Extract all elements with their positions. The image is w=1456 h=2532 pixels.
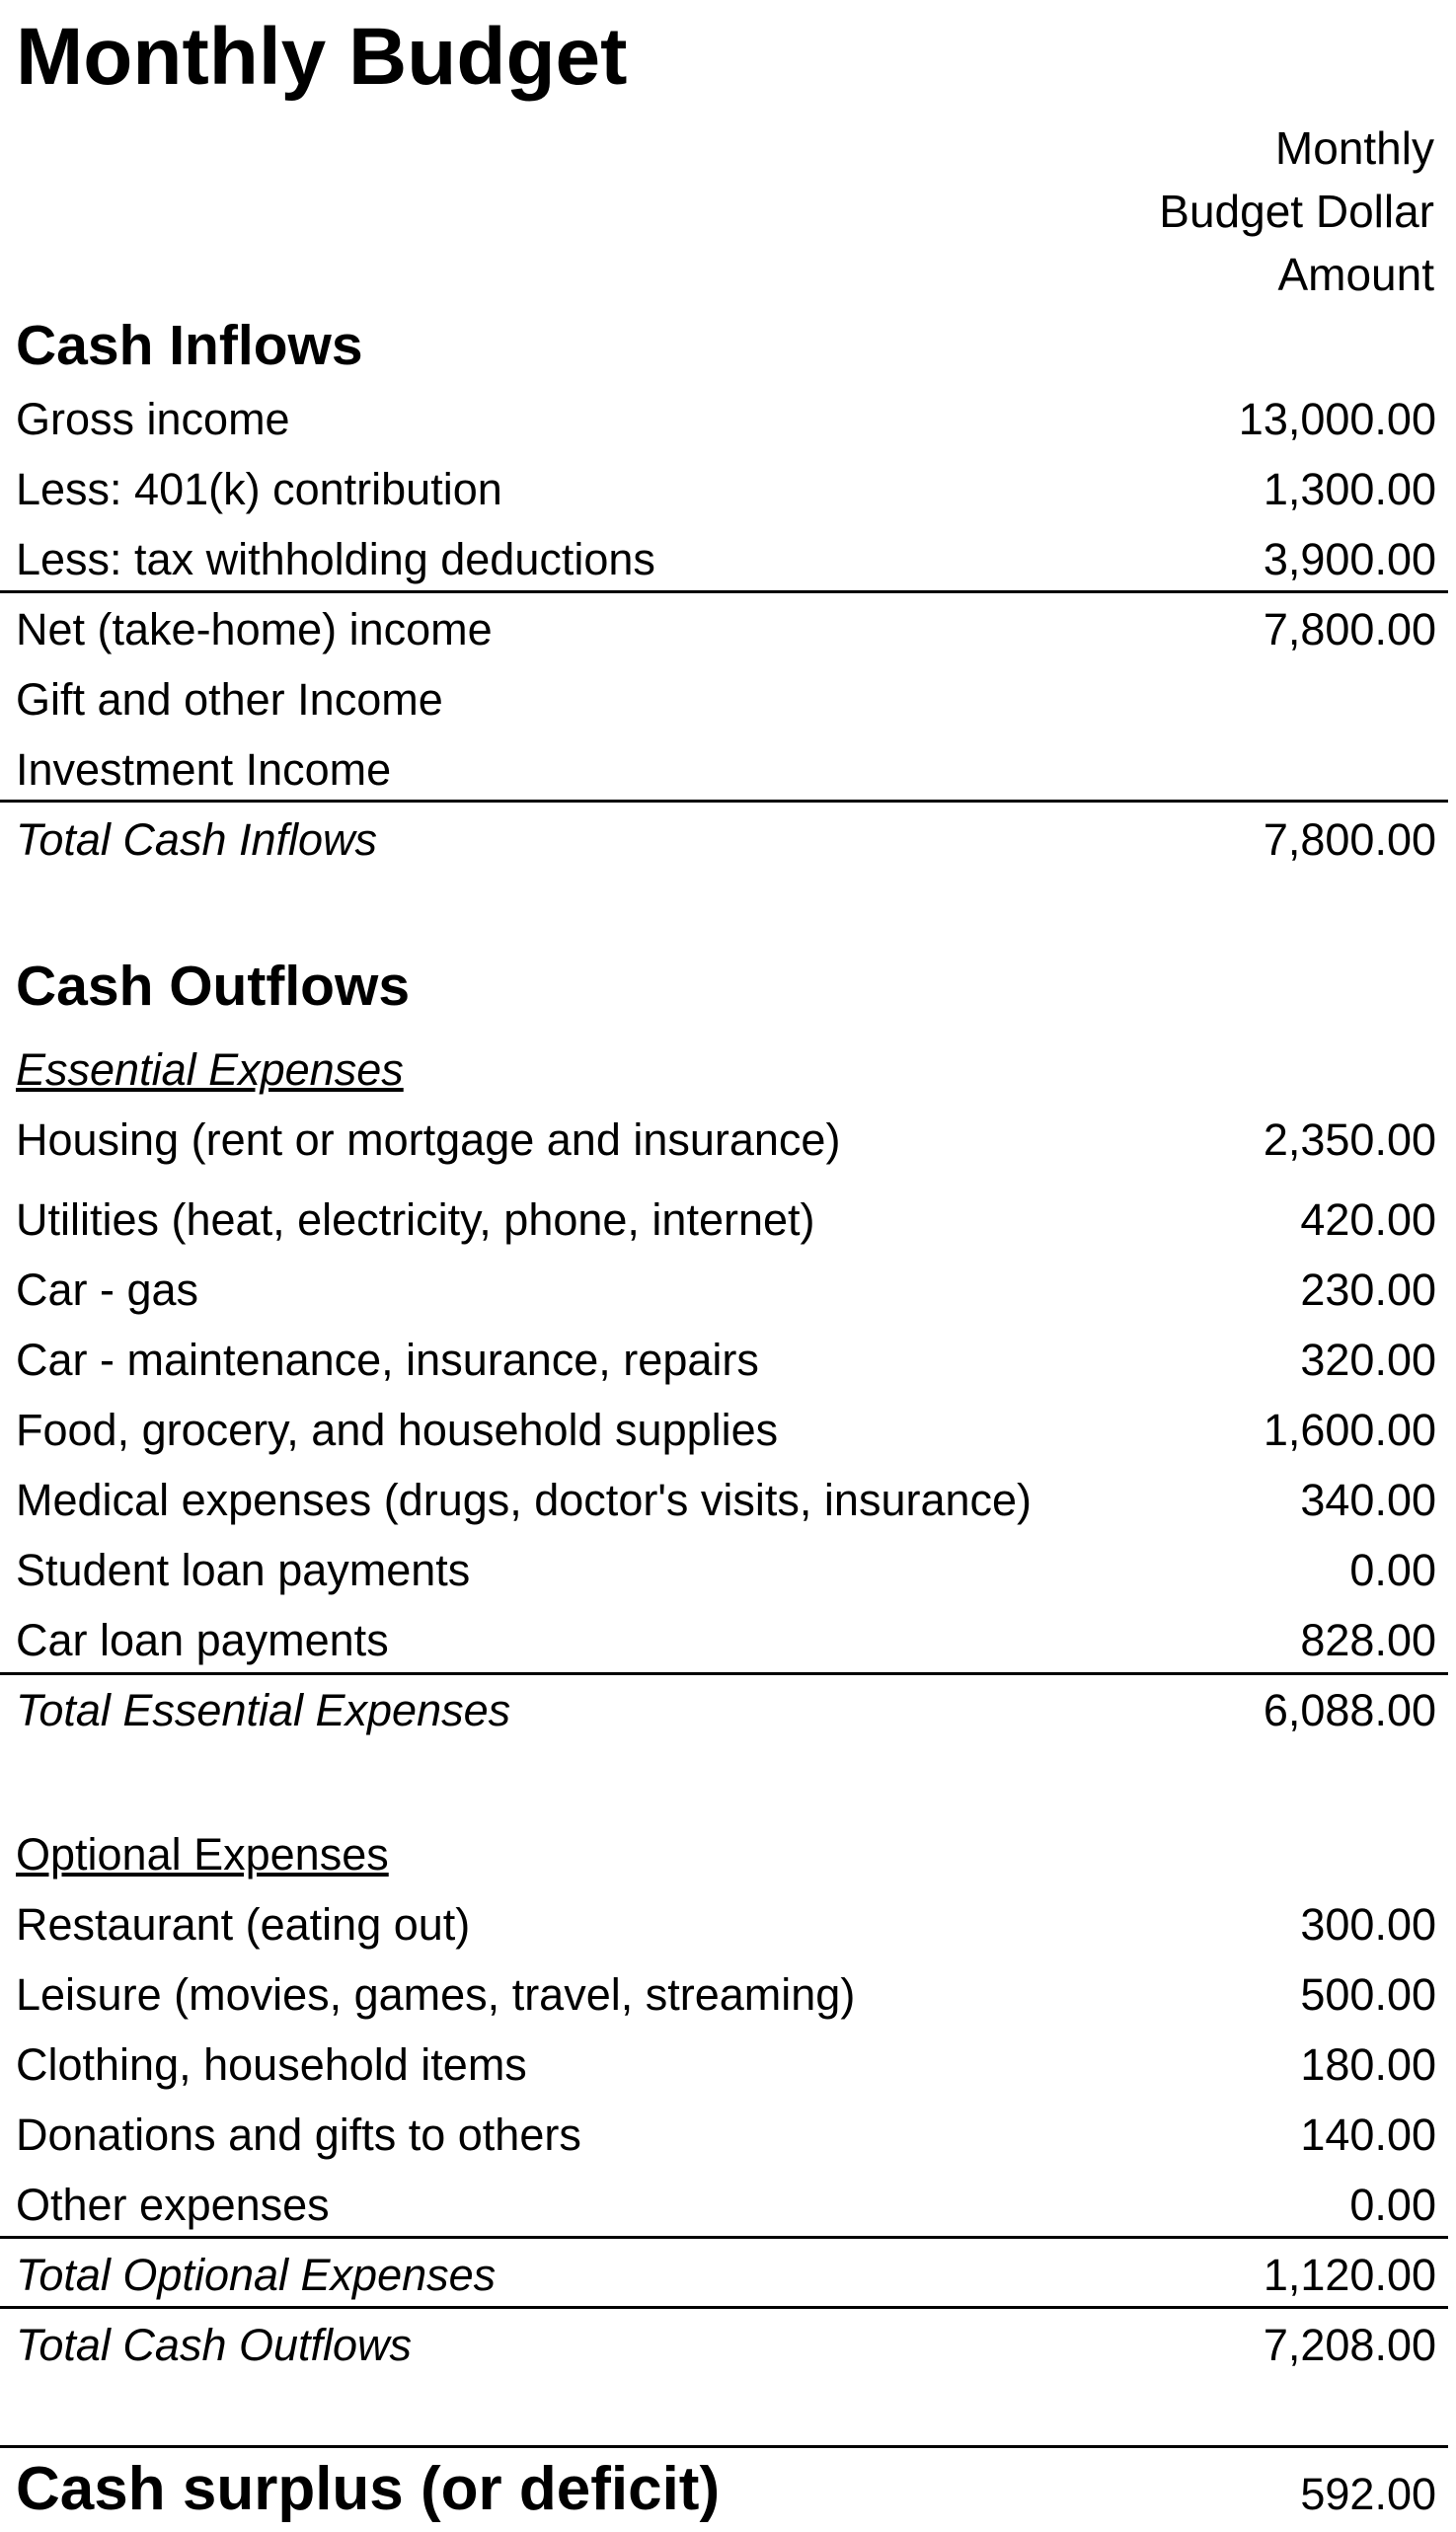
table-row — [16, 2036, 1436, 2094]
row-label: Donations and gifts to others — [16, 2110, 581, 2160]
row-value: 180.00 — [1300, 2039, 1436, 2090]
total-essential-expenses-value: 6,088.00 — [1263, 1685, 1436, 1735]
total-cash-inflows-value: 7,800.00 — [1263, 814, 1436, 865]
table-row — [16, 461, 1436, 518]
total-optional-expenses-value: 1,120.00 — [1263, 2250, 1436, 2300]
row-label: Less: tax withholding deductions — [16, 534, 655, 584]
table-row — [16, 1896, 1436, 1954]
surplus-row — [16, 2452, 1436, 2532]
divider — [0, 2306, 1448, 2309]
row-label: Car loan payments — [16, 1615, 389, 1665]
row-value: 1,300.00 — [1263, 464, 1436, 514]
total-row — [16, 1682, 1436, 1739]
row-value: 420.00 — [1300, 1194, 1436, 1245]
divider — [0, 2236, 1448, 2239]
table-row — [16, 1332, 1436, 1389]
row-label: Student loan payments — [16, 1545, 471, 1595]
row-label: Car - gas — [16, 1265, 199, 1315]
row-value: 828.00 — [1300, 1615, 1436, 1665]
row-value: 2,350.00 — [1263, 1114, 1436, 1165]
row-label: Utilities (heat, electricity, phone, internet) — [16, 1194, 815, 1245]
row-value: 3,900.00 — [1263, 534, 1436, 584]
total-cash-inflows-label: Total Cash Inflows — [16, 814, 378, 865]
cash-inflows-heading: Cash Inflows — [16, 314, 363, 377]
total-row — [16, 2317, 1436, 2374]
row-label: Clothing, household items — [16, 2039, 527, 2090]
table-row — [16, 1262, 1436, 1319]
total-row — [16, 811, 1436, 869]
total-essential-expenses-label: Total Essential Expenses — [16, 1685, 511, 1735]
amount-column-header — [1079, 116, 1434, 306]
divider — [0, 800, 1448, 803]
table-row — [16, 1191, 1436, 1249]
row-value: 1,600.00 — [1263, 1405, 1436, 1455]
table-row — [16, 1402, 1436, 1459]
row-value: 0.00 — [1349, 2180, 1436, 2230]
row-value: 300.00 — [1300, 1899, 1436, 1950]
cash-outflows-heading: Cash Outflows — [16, 955, 411, 1018]
cash-surplus-label: Cash surplus (or deficit) — [16, 2455, 721, 2523]
table-row — [16, 391, 1436, 448]
table-row — [16, 741, 1436, 799]
table-row — [16, 531, 1436, 588]
table-row — [16, 1612, 1436, 1669]
cash-surplus-value: 592.00 — [1300, 2469, 1436, 2519]
column-header-line-3: Amount — [1277, 249, 1434, 300]
row-value: 13,000.00 — [1238, 394, 1436, 444]
total-cash-outflows-label: Total Cash Outflows — [16, 2320, 413, 2370]
row-value: 340.00 — [1300, 1475, 1436, 1525]
row-value: 140.00 — [1300, 2110, 1436, 2160]
divider — [0, 1672, 1448, 1675]
row-value: 500.00 — [1300, 1969, 1436, 2020]
table-row — [16, 2107, 1436, 2164]
essential-expenses-heading: Essential Expenses — [16, 1044, 404, 1095]
row-label: Car - maintenance, insurance, repairs — [16, 1335, 759, 1385]
row-label: Gift and other Income — [16, 674, 443, 725]
table-row — [16, 2177, 1436, 2234]
table-row — [16, 1542, 1436, 1599]
divider — [0, 2445, 1448, 2448]
optional-expenses-heading: Optional Expenses — [16, 1829, 389, 1880]
table-row — [16, 671, 1436, 729]
row-label: Net (take-home) income — [16, 604, 493, 654]
divider — [0, 590, 1448, 593]
total-row — [16, 2247, 1436, 2304]
table-row — [16, 1472, 1436, 1529]
table-row — [16, 1112, 1436, 1169]
row-value: 0.00 — [1349, 1545, 1436, 1595]
row-label: Medical expenses (drugs, doctor's visits, insurance) — [16, 1475, 1033, 1525]
row-label: Less: 401(k) contribution — [16, 464, 502, 514]
page-title: Monthly Budget — [16, 12, 628, 102]
row-value: 7,800.00 — [1263, 604, 1436, 654]
row-label: Leisure (movies, games, travel, streaming) — [16, 1969, 856, 2020]
row-label: Restaurant (eating out) — [16, 1899, 471, 1950]
column-header-line-1: Monthly — [1274, 122, 1434, 174]
row-value: 230.00 — [1300, 1265, 1436, 1315]
row-label: Investment Income — [16, 744, 392, 795]
total-optional-expenses-label: Total Optional Expenses — [16, 2250, 497, 2300]
row-label: Food, grocery, and household supplies — [16, 1405, 779, 1455]
row-label: Housing (rent or mortgage and insurance) — [16, 1114, 841, 1165]
row-label: Other expenses — [16, 2180, 330, 2230]
table-row — [16, 601, 1436, 658]
row-value: 320.00 — [1300, 1335, 1436, 1385]
row-label: Gross income — [16, 394, 290, 444]
column-header-line-2: Budget Dollar — [1159, 186, 1434, 237]
table-row — [16, 1966, 1436, 2024]
total-cash-outflows-value: 7,208.00 — [1263, 2320, 1436, 2370]
